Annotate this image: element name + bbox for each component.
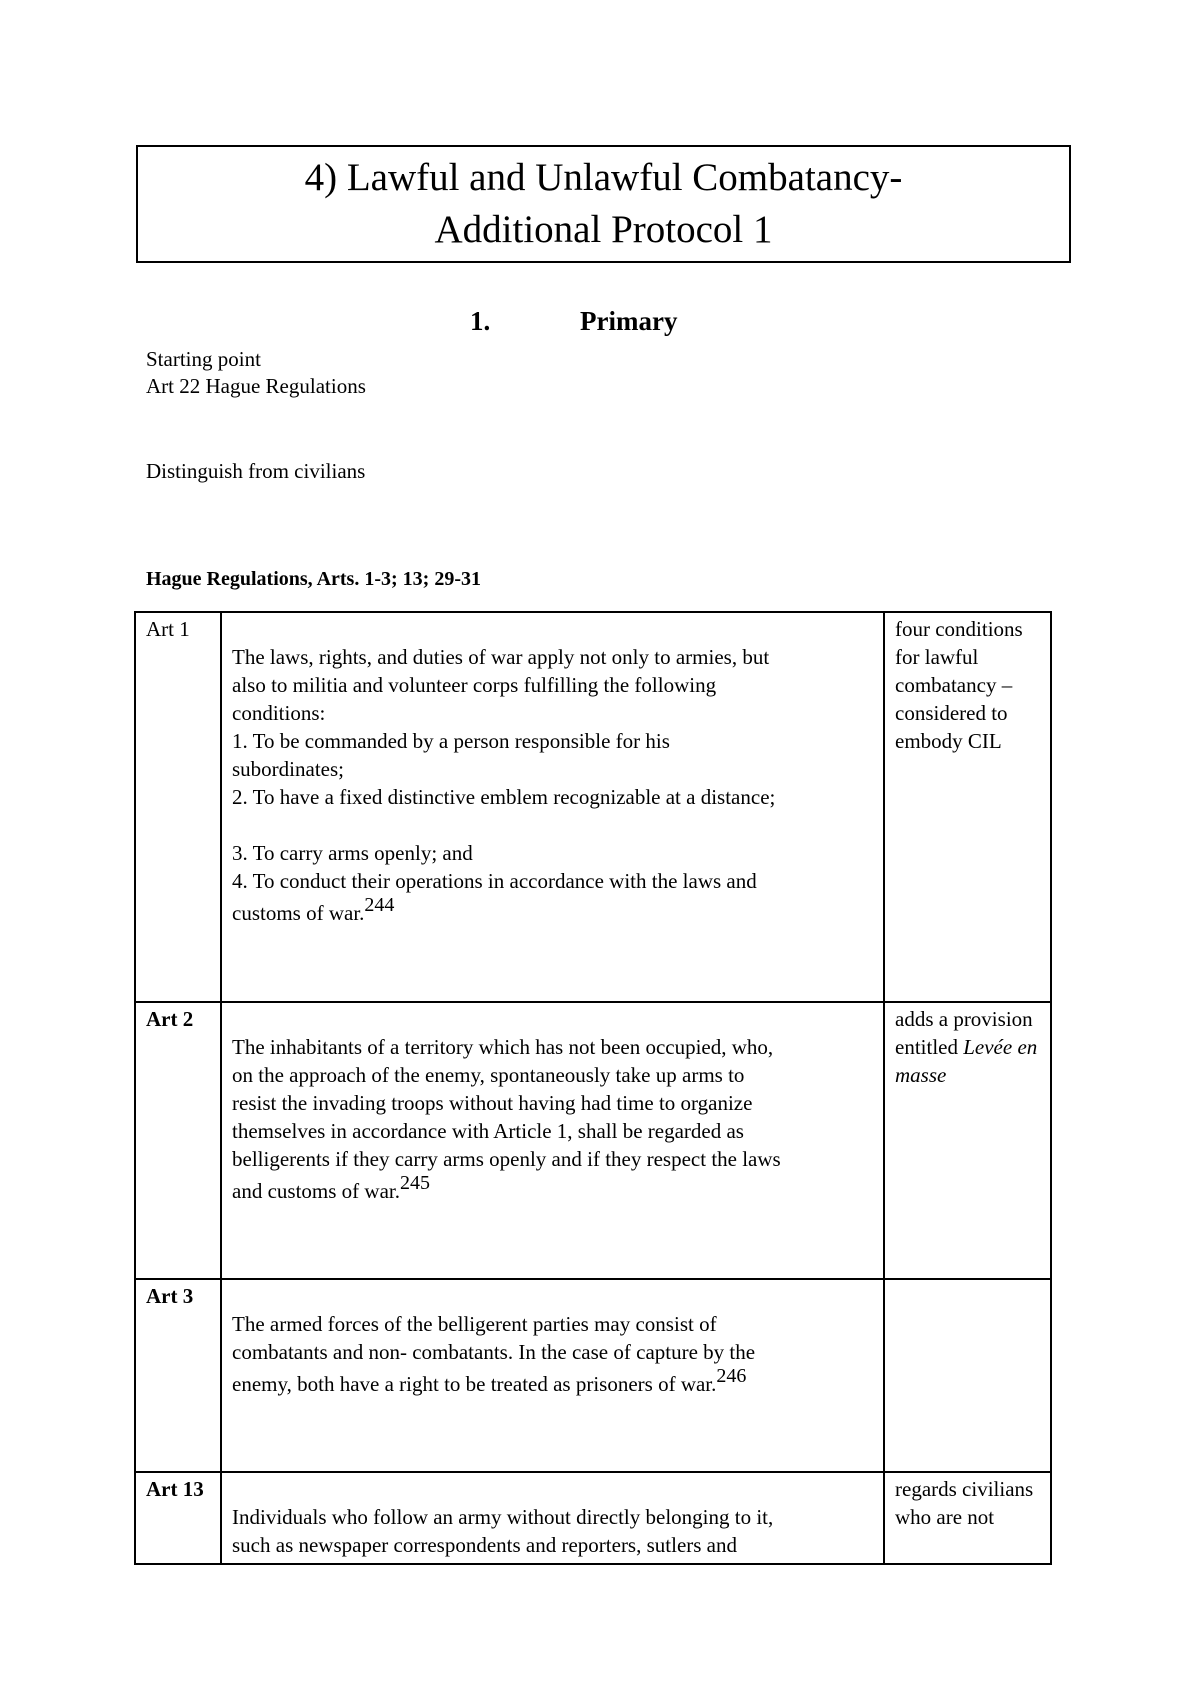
article-text-line: such as newspaper correspondents and reporters, sutlers and	[232, 1533, 738, 1557]
note-cell: regards civilians who are not	[884, 1472, 1051, 1564]
article-text-line: conditions:	[232, 701, 326, 725]
article-text-cell	[221, 1472, 884, 1564]
article-text-line: enemy, both have a right to be treated as prisoners of war.	[232, 1372, 717, 1396]
intro-line-3: Distinguish from civilians	[146, 459, 366, 483]
article-cell: Art 2	[135, 1002, 221, 1279]
article-cell: Art 3	[135, 1279, 221, 1472]
article-text-line: combatants and non- combatants. In the case of capture by the	[232, 1340, 756, 1364]
intro-line-1: Starting point	[146, 347, 261, 371]
article-cell: Art 1	[135, 612, 221, 1002]
footnote-ref[interactable]: 245	[399, 1172, 430, 1194]
section-number: 1.	[470, 306, 491, 336]
article-text-line: subordinates;	[232, 757, 344, 781]
regulations-table	[134, 611, 1052, 1565]
table-title: Hague Regulations, Arts. 1-3; 13; 29-31	[146, 568, 481, 590]
article-text-line: on the approach of the enemy, spontaneously take up arms to	[232, 1063, 745, 1087]
table-row	[135, 612, 1051, 1002]
article-text-line: customs of war.	[232, 901, 365, 925]
article-text-line	[232, 811, 873, 839]
article-text-line: also to militia and volunteer corps fulfilling the following	[232, 673, 717, 697]
title-line-1: 4) Lawful and Unlawful Combatancy-	[304, 156, 903, 199]
article-text-line: The laws, rights, and duties of war apply not only to armies, but	[232, 645, 770, 669]
article-text-cell	[221, 1002, 884, 1279]
note-cell	[884, 1002, 1051, 1279]
article-text-cell	[221, 612, 884, 1002]
note-italic-text: Levée en masse	[895, 1035, 1038, 1087]
article-text-line: Individuals who follow an army without directly belonging to it,	[232, 1505, 774, 1529]
article-text-line: themselves in accordance with Article 1, shall be regarded as	[232, 1119, 744, 1143]
intro-line-2: Art 22 Hague Regulations	[146, 374, 366, 398]
article-text-line: The inhabitants of a territory which has not been occupied, who,	[232, 1035, 774, 1059]
title-box	[136, 145, 1071, 263]
footnote-ref[interactable]: 246	[716, 1365, 747, 1387]
article-text-line: 2. To have a fixed distinctive emblem recognizable at a distance;	[232, 785, 776, 809]
note-text: adds a provision entitled	[895, 1007, 1033, 1059]
article-text-cell	[221, 1279, 884, 1472]
article-text-line: The armed forces of the belligerent parties may consist of	[232, 1312, 717, 1336]
article-text-line: 1. To be commanded by a person responsible for his	[232, 729, 670, 753]
article-text-line: 3. To carry arms openly; and	[232, 841, 473, 865]
article-cell: Art 13	[135, 1472, 221, 1564]
article-text-line: 4. To conduct their operations in accordance with the laws and	[232, 869, 757, 893]
note-cell	[884, 1279, 1051, 1472]
article-text-line: resist the invading troops without having had time to organize	[232, 1091, 753, 1115]
section-label: Primary	[580, 306, 678, 336]
footnote-ref[interactable]: 244	[364, 894, 395, 916]
table-row	[135, 1279, 1051, 1472]
table-row	[135, 1002, 1051, 1279]
title-line-2: Additional Protocol 1	[434, 208, 773, 251]
section-heading	[470, 306, 677, 337]
article-text-line: and customs of war.	[232, 1179, 400, 1203]
article-text-line: belligerents if they carry arms openly and if they respect the laws	[232, 1147, 781, 1171]
table-row	[135, 1472, 1051, 1564]
note-cell: four conditions for lawful combatancy – considered to embody CIL	[884, 612, 1051, 1002]
